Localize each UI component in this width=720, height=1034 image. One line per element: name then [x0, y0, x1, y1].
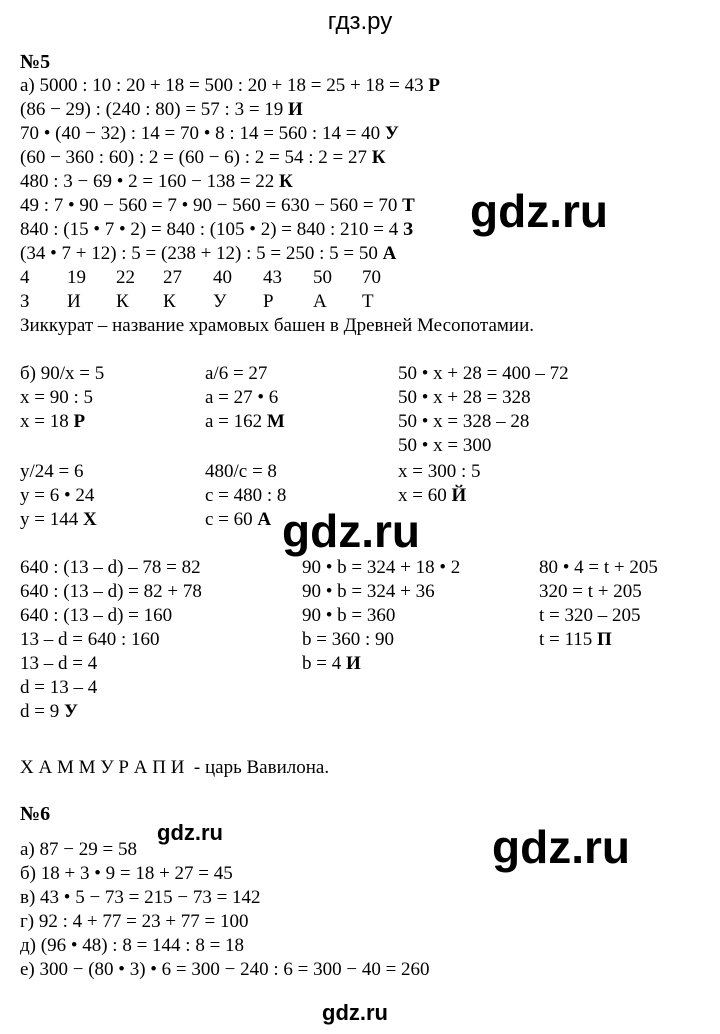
task5-conclusion: Зиккурат – название храмовых башен в Древней Месопотамии. [20, 315, 535, 336]
equation-text: 90 • b = 324 + 18 • 2 [302, 557, 461, 578]
equation-line [398, 386, 531, 410]
equation-text: y = 6 • 24 [20, 485, 95, 506]
equation-text: c = 60 [205, 509, 258, 530]
equation-text: 480/c = 8 [205, 461, 277, 482]
equation-line [205, 508, 271, 532]
equation-line [205, 410, 285, 434]
equation-text: 70 • (40 − 32) : 14 = 70 • 8 : 14 = 560 : 14 = 40 [20, 123, 385, 144]
equation-line [302, 556, 460, 580]
equation-line [20, 386, 93, 410]
equation-line [20, 194, 415, 218]
equation-line [302, 604, 395, 628]
equation-line [20, 628, 160, 652]
equation-line [539, 556, 658, 580]
answer-letter: Р [73, 411, 86, 432]
equation-line [302, 580, 435, 604]
number-cell: 19 [67, 267, 86, 288]
number-cell: 4 [20, 267, 30, 288]
equation-text: x = 90 : 5 [20, 387, 93, 408]
equation-line [205, 386, 278, 410]
equation-line [20, 218, 413, 242]
equation-text: (34 • 7 + 12) : 5 = (238 + 12) : 5 = 250 : 5 = 50 [20, 243, 383, 264]
answer-letter: К [279, 171, 293, 192]
equation-line [20, 98, 303, 122]
letter-cell: Т [362, 291, 374, 312]
answer-letter: У [63, 701, 78, 722]
answer-letter: З [403, 219, 414, 240]
answer-letter: А [257, 509, 272, 530]
equation-line [398, 460, 481, 484]
answer-letter: Р [428, 75, 440, 96]
equation-line [20, 170, 293, 194]
equation-text: 80 • 4 = t + 205 [539, 557, 658, 578]
equation-text: 90 • b = 324 + 36 [302, 581, 435, 602]
number-cell: 43 [263, 267, 282, 288]
equation-text: 49 : 7 • 90 − 560 = 7 • 90 − 560 = 630 − 560 = 70 [20, 195, 403, 216]
equation-line [398, 362, 569, 386]
equation-line [205, 362, 267, 386]
number-cell: 22 [116, 267, 135, 288]
answer-letter: И [345, 653, 361, 674]
equation-text: y = 144 [20, 509, 83, 530]
equation-line [20, 700, 78, 724]
watermark: gdz.ru [492, 821, 630, 873]
equation-line [398, 434, 491, 458]
equation-text: 840 : (15 • 7 • 2) = 840 : (105 • 2) = 840 : 210 = 4 [20, 219, 403, 240]
equation-text: 50 • x + 28 = 400 – 72 [398, 363, 569, 384]
equation-text: 640 : (13 – d) = 160 [20, 605, 173, 626]
letter-cell: А [313, 291, 327, 312]
equation-text: x = 300 : 5 [398, 461, 481, 482]
equation-text: 640 : (13 – d) = 82 + 78 [20, 581, 202, 602]
equation-text: c = 480 : 8 [205, 485, 287, 506]
letter-cell: К [116, 291, 129, 312]
equation-text: 13 – d = 4 [20, 653, 98, 674]
equation-line [20, 556, 201, 580]
answer-letter: П [597, 629, 612, 650]
equation-text: x = 60 [398, 485, 452, 506]
equation-text: (60 − 360 : 60) : 2 = (60 − 6) : 2 = 54 : 2 = 27 [20, 147, 372, 168]
site-header: гдз.ру [327, 8, 393, 35]
watermark: gdz.ru [282, 505, 420, 557]
equation-line [20, 362, 104, 386]
equation-line [20, 146, 386, 170]
equation-text: б) 90/x = 5 [20, 363, 105, 384]
equation-line [302, 652, 361, 676]
letter-cell: И [67, 291, 81, 312]
equation-text: 320 = t + 205 [539, 581, 642, 602]
equation-text: 13 – d = 640 : 160 [20, 629, 160, 650]
equation-text: x = 18 [20, 411, 74, 432]
watermark: gdz.ru [470, 185, 608, 237]
equation-line [539, 604, 641, 628]
equation-line: е) 300 − (80 • 3) • 6 = 300 − 240 : 6 = 300 − 40 = 260 [20, 959, 430, 980]
answer-letter: Й [451, 485, 467, 506]
task6-heading: №6 [20, 803, 51, 825]
letter-cell: З [20, 291, 30, 312]
equation-line [398, 410, 529, 434]
equation-text: d = 13 – 4 [20, 677, 98, 698]
equation-text: 50 • x = 300 [398, 435, 492, 456]
equation-text: 50 • x + 28 = 328 [398, 387, 531, 408]
number-cell: 50 [313, 267, 332, 288]
equation-text: b = 4 [302, 653, 346, 674]
equation-text: 50 • x = 328 – 28 [398, 411, 530, 432]
equation-text: a = 162 [205, 411, 267, 432]
equation-line: в) 43 • 5 − 73 = 215 − 73 = 142 [20, 887, 261, 908]
equation-text: a/6 = 27 [205, 363, 268, 384]
equation-line: д) (96 • 48) : 8 = 144 : 8 = 18 [20, 935, 245, 956]
equation-line: а) 87 − 29 = 58 [20, 839, 137, 860]
task5-final-answer: Х А М М У Р А П И - царь Вавилона. [20, 757, 330, 778]
equation-line: г) 92 : 4 + 77 = 23 + 77 = 100 [20, 911, 249, 932]
equation-text: a = 27 • 6 [205, 387, 279, 408]
equation-line [20, 242, 396, 266]
equation-text: 640 : (13 – d) – 78 = 82 [20, 557, 201, 578]
number-cell: 40 [213, 267, 232, 288]
equation-line [20, 122, 399, 146]
number-cell: 70 [362, 267, 381, 288]
equation-text: 90 • b = 360 [302, 605, 396, 626]
watermark: gdz.ru [157, 820, 223, 845]
equation-line [20, 652, 97, 676]
answer-letter: Т [402, 195, 415, 216]
letter-cell: У [213, 291, 227, 312]
equation-text: (86 − 29) : (240 : 80) = 57 : 3 = 19 [20, 99, 289, 120]
equation-line [20, 410, 85, 434]
equation-line [20, 74, 440, 98]
answer-letter: А [382, 243, 397, 264]
equation-text: t = 115 [539, 629, 598, 650]
equation-line [539, 580, 642, 604]
equation-line [539, 628, 612, 652]
answer-letter: К [371, 147, 386, 168]
equation-text: 480 : 3 − 69 • 2 = 160 − 138 = 22 [20, 171, 280, 192]
number-cell: 27 [163, 267, 182, 288]
equation-line [302, 628, 394, 652]
equation-line: б) 18 + 3 • 9 = 18 + 27 = 45 [20, 863, 233, 884]
answer-letter: Х [82, 509, 97, 530]
equation-line [20, 484, 94, 508]
equation-line [20, 460, 84, 484]
letter-cell: К [163, 291, 176, 312]
equation-line [20, 508, 97, 532]
equation-line [20, 580, 202, 604]
equation-text: y/24 = 6 [20, 461, 84, 482]
equation-text: b = 360 : 90 [302, 629, 394, 650]
answer-letter: И [288, 99, 303, 120]
equation-text: t = 320 – 205 [539, 605, 641, 626]
equation-text: d = 9 [20, 701, 64, 722]
equation-line [20, 676, 97, 700]
letter-cell: Р [263, 291, 274, 312]
watermark: gdz.ru [322, 1000, 388, 1025]
equation-line [20, 604, 172, 628]
equation-line [205, 460, 277, 484]
answer-letter: М [266, 411, 285, 432]
equation-text: а) 5000 : 10 : 20 + 18 = 500 : 20 + 18 = 25 + 18 = 43 [20, 75, 429, 96]
task5-heading: №5 [20, 51, 51, 73]
equation-line [205, 484, 286, 508]
answer-letter: У [384, 123, 399, 144]
